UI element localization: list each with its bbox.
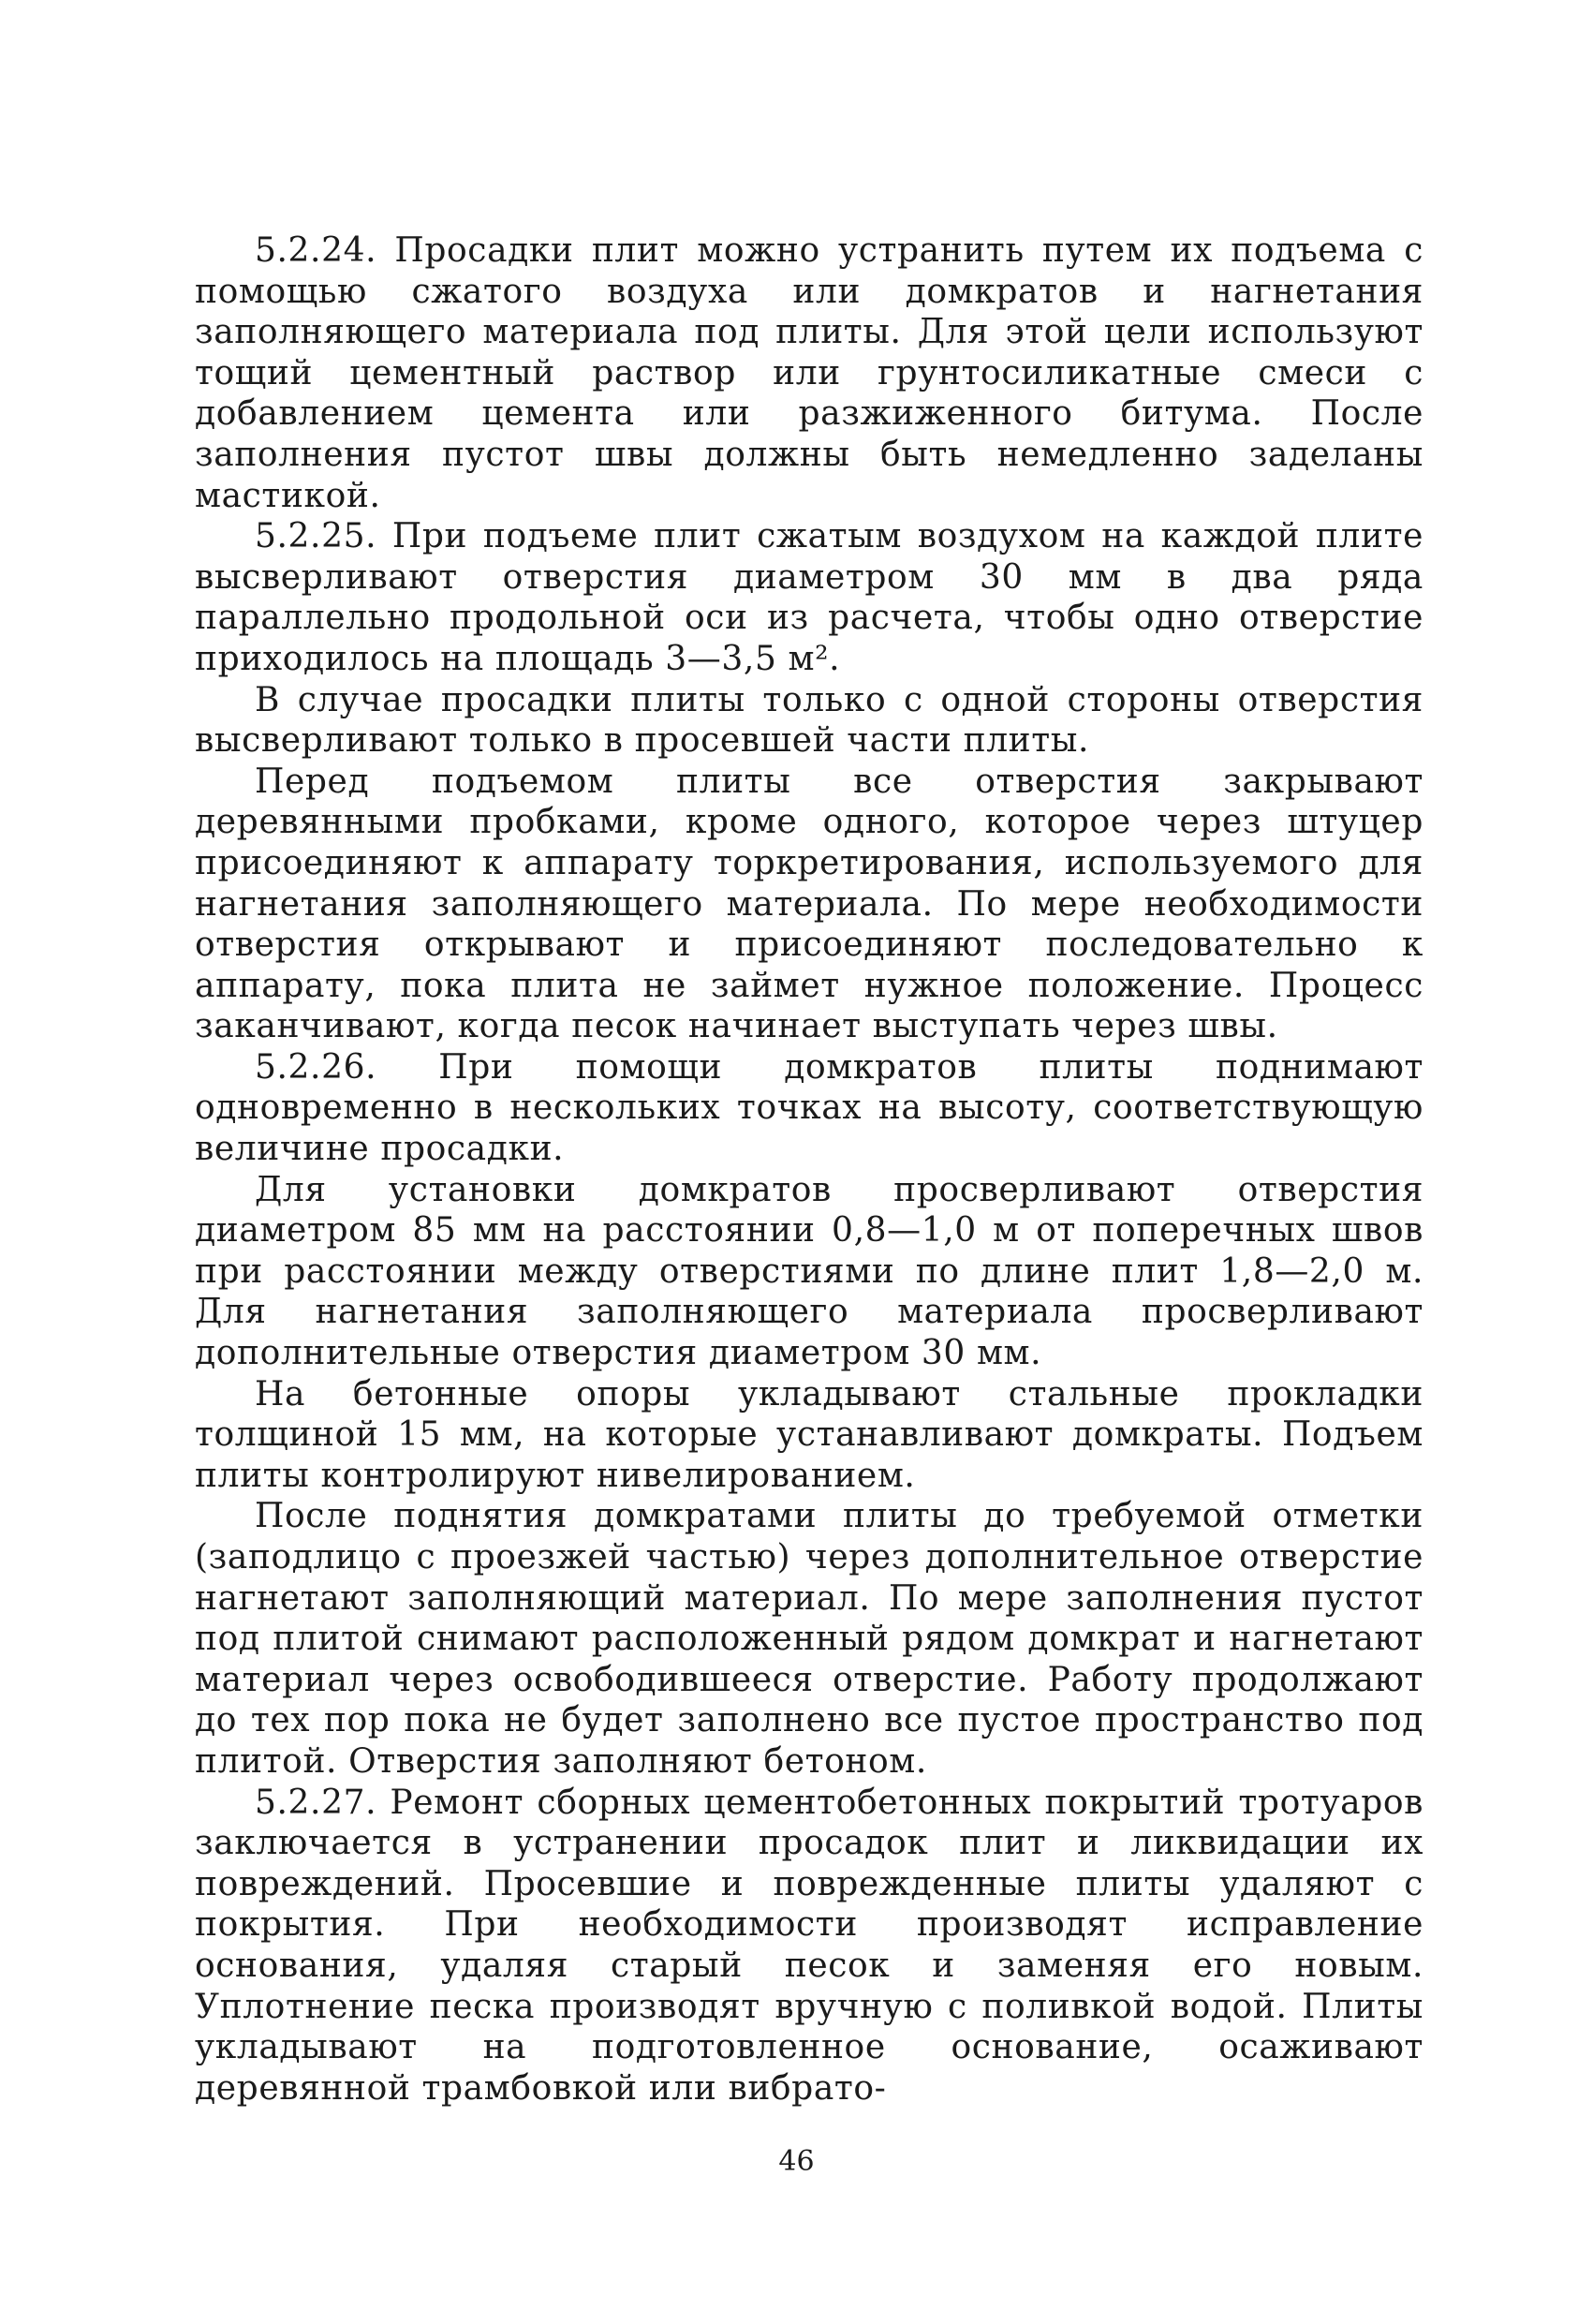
paragraph-5-2-26: 5.2.26. При помощи домкратов плиты поднимают одновременно в нескольких точках на высоту, соответствующую величине просадки. xyxy=(195,1047,1423,1169)
paragraph-5-2-27: 5.2.27. Ремонт сборных цементобетонных покрытий тротуаров заключается в устранении просадок плит и ликвидации их повреждений. Просевшие и поврежденные плиты удаляют с покрытия. При необходимости производят исправление основания, удаляя старый песок и заменяя его новым. Уплотнение песка производят вручную с поливкой водой. Плиты укладывают на подготовленное основание, осаживают деревянной трамбовкой или вибрато- xyxy=(195,1783,1423,2108)
paragraph-5-2-25: 5.2.25. При подъеме плит сжатым воздухом на каждой плите высверливают отверстия диаметром 30 мм в два ряда параллельно продольной оси из расчета, чтобы одно отверстие приходилось на площадь 3—3,5 м². xyxy=(195,517,1423,678)
paragraph-after-lifting: После поднятия домкратами плиты до требуемой отметки (заподлицо с проезжей частью) через дополнительное отверстие нагнетают заполняющий материал. По мере заполнения пустот под плитой снимают расположенный рядом домкрат и нагнетают материал через освободившееся отверстие. Работу продолжают до тех пор пока не будет заполнено все пустое пространство под плитой. Отверстия заполняют бетоном. xyxy=(195,1497,1423,1781)
page-number: 46 xyxy=(778,2145,815,2178)
paragraph-one-side-subsidence: В случае просадки плиты только с одной стороны отверстия высверливают только в просевшей части плиты. xyxy=(195,680,1423,761)
paragraph-5-2-24: 5.2.24. Просадки плит можно устранить путем их подъема с помощью сжатого воздуха или домкратов и нагнетания заполняющего материала под плиты. Для этой цели используют тощий цементный раствор или грунтосиликатные смеси с добавлением цемента или разжиженного битума. После заполнения пустот швы должны быть немедленно заделаны мастикой. xyxy=(195,231,1423,515)
body-text xyxy=(195,230,1423,2109)
paragraph-steel-pads: На бетонные опоры укладывают стальные прокладки толщиной 15 мм, на которые устанавливают домкраты. Подъем плиты контролируют нивелированием. xyxy=(195,1374,1423,1495)
paragraph-jack-holes: Для установки домкратов просверливают отверстия диаметром 85 мм на расстоянии 0,8—1,0 м от поперечных швов при расстоянии между отверстиями по длине плит 1,8—2,0 м. Для нагнетания заполняющего материала просверливают дополнительные отверстия диаметром 30 мм. xyxy=(195,1170,1423,1373)
paragraph-plugs-before-lifting: Перед подъемом плиты все отверстия закрывают деревянными пробками, кроме одного, которое через штуцер присоединяют к аппарату торкретирования, используемого для нагнетания заполняющего материала. По мере необходимости отверстия открывают и присоединяют последовательно к аппарату, пока плита не займет нужное положение. Процесс заканчивают, когда песок начинает выступать через швы. xyxy=(195,762,1423,1046)
